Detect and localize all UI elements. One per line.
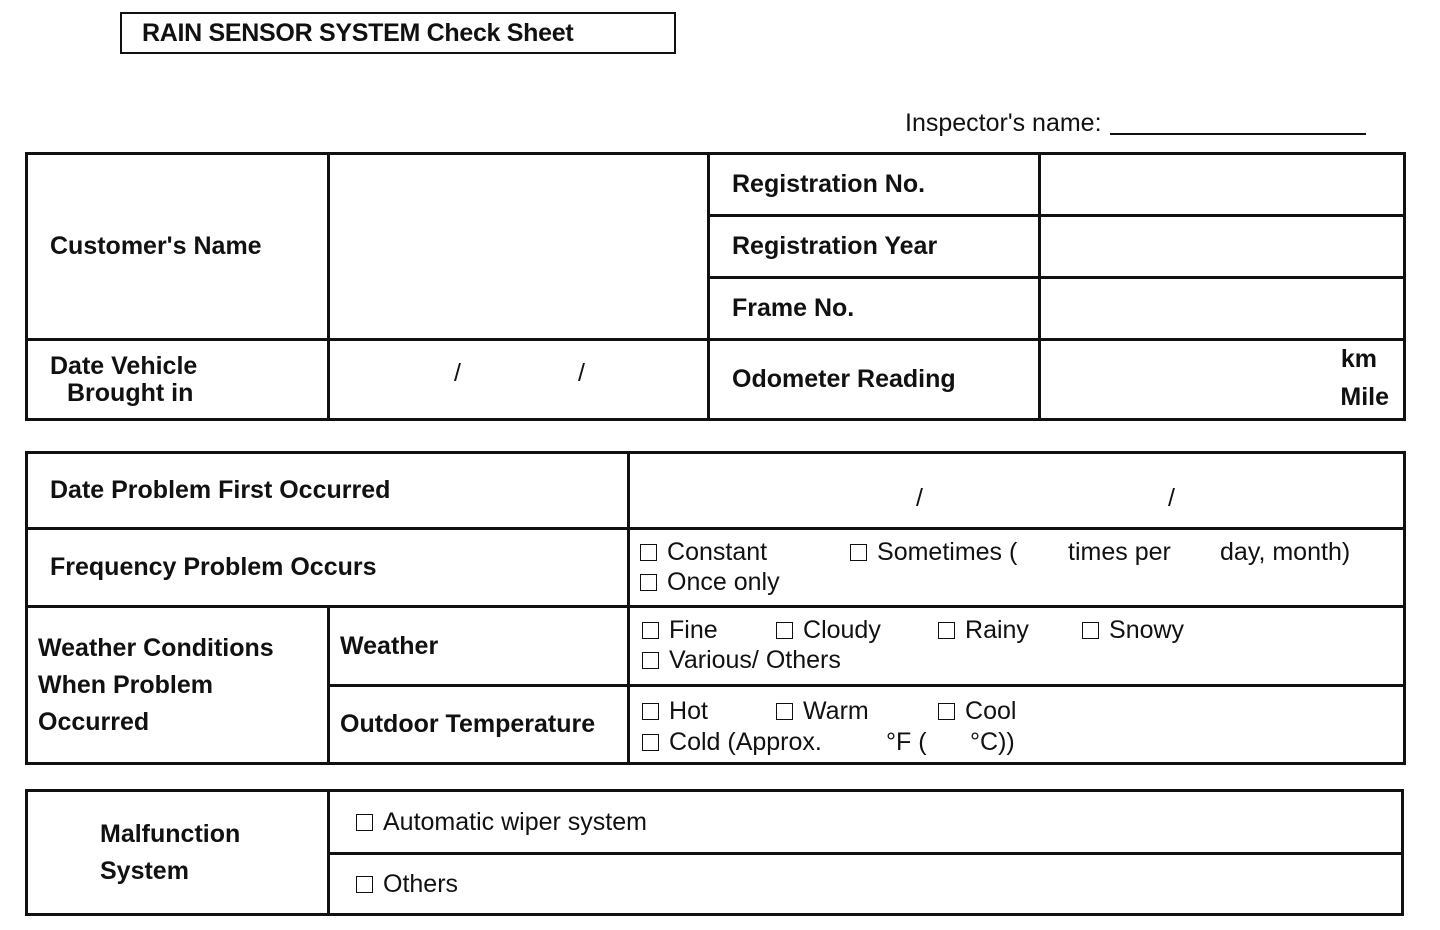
unit-km: km xyxy=(1340,345,1377,373)
rainy-checkbox[interactable] xyxy=(938,622,955,639)
date-vehicle-label-cell xyxy=(27,340,329,420)
option-automatic-wiper[interactable] xyxy=(329,791,1403,854)
option-hot[interactable] xyxy=(642,697,708,726)
registration-no-label-cell xyxy=(709,154,1040,216)
date-vehicle-label-line1: Date Vehicle xyxy=(50,351,198,380)
frame-no-label-cell xyxy=(709,278,1040,340)
malfunction-label-line2: System xyxy=(100,856,189,885)
date-slash-1: / xyxy=(454,359,461,387)
outdoor-temp-label: Outdoor Temperature xyxy=(340,710,596,738)
date-first-slash-1: / xyxy=(916,484,923,512)
day-month-label: day, month) xyxy=(1220,538,1351,566)
weather-label-cell xyxy=(329,607,629,686)
others-label: Others xyxy=(383,869,459,898)
sometimes-checkbox[interactable] xyxy=(850,544,867,561)
odometer-label-cell xyxy=(709,340,1040,420)
warm-label: Warm xyxy=(803,697,869,725)
option-various[interactable] xyxy=(642,646,841,675)
option-sometimes[interactable] xyxy=(850,538,1017,567)
option-cloudy[interactable] xyxy=(776,616,881,645)
date-slash-2: / xyxy=(578,359,585,387)
option-others[interactable] xyxy=(329,854,1403,915)
option-cold[interactable] xyxy=(642,728,822,757)
weather-options-cell xyxy=(629,607,1405,686)
frame-no-field[interactable] xyxy=(1040,278,1405,340)
problem-info-table xyxy=(25,451,1406,765)
malfunction-table xyxy=(25,789,1404,916)
various-label: Various/ Others xyxy=(669,646,841,674)
date-first-label-cell xyxy=(27,453,629,529)
page-title xyxy=(120,12,676,54)
frequency-label-cell xyxy=(27,529,629,607)
odometer-field[interactable] xyxy=(1040,340,1405,420)
others-checkbox[interactable] xyxy=(356,876,373,893)
frequency-label: Frequency Problem Occurs xyxy=(50,553,377,581)
date-first-label: Date Problem First Occurred xyxy=(50,476,391,504)
cool-label: Cool xyxy=(965,697,1017,725)
inspector-label: Inspector's name: xyxy=(905,109,1102,137)
weather-conditions-line2: When Problem xyxy=(38,670,214,699)
malfunction-label-line1: Malfunction xyxy=(100,819,241,848)
hot-checkbox[interactable] xyxy=(642,703,659,720)
weather-conditions-line1: Weather Conditions xyxy=(38,633,274,662)
registration-year-field[interactable] xyxy=(1040,216,1405,278)
registration-year-label-cell xyxy=(709,216,1040,278)
temp-options-cell xyxy=(629,686,1405,764)
cloudy-checkbox[interactable] xyxy=(776,622,793,639)
rainy-label: Rainy xyxy=(965,616,1029,644)
option-snowy[interactable] xyxy=(1082,616,1184,645)
cold-label: Cold (Approx. xyxy=(669,728,822,756)
deg-f-label: °F ( xyxy=(886,728,927,756)
registration-no-field[interactable] xyxy=(1040,154,1405,216)
customer-name-label: Customer's Name xyxy=(50,232,262,260)
once-only-checkbox[interactable] xyxy=(640,574,657,591)
unit-mile: Mile xyxy=(1340,383,1389,411)
inspector-name-line[interactable] xyxy=(1110,133,1366,135)
frame-no-label: Frame No. xyxy=(732,294,855,322)
fine-checkbox[interactable] xyxy=(642,622,659,639)
malfunction-label-cell xyxy=(27,791,329,915)
snowy-label: Snowy xyxy=(1109,616,1185,644)
times-per-label: times per xyxy=(1068,538,1171,566)
registration-year-label: Registration Year xyxy=(732,232,938,260)
snowy-checkbox[interactable] xyxy=(1082,622,1099,639)
inspector-field xyxy=(905,104,1366,138)
various-checkbox[interactable] xyxy=(642,652,659,669)
warm-checkbox[interactable] xyxy=(776,703,793,720)
once-only-label: Once only xyxy=(667,568,780,596)
weather-conditions-line3: Occurred xyxy=(38,707,150,736)
date-first-field[interactable] xyxy=(629,453,1405,529)
customer-name-label-cell xyxy=(27,154,329,340)
cold-checkbox[interactable] xyxy=(642,734,659,751)
date-vehicle-label-line2: Brought in xyxy=(67,378,194,407)
title-text: RAIN SENSOR SYSTEM Check Sheet xyxy=(142,18,574,47)
option-rainy[interactable] xyxy=(938,616,1029,645)
outdoor-temp-label-cell xyxy=(329,686,629,764)
odometer-label: Odometer Reading xyxy=(732,365,956,393)
sometimes-label: Sometimes ( xyxy=(877,538,1018,566)
date-first-slash-2: / xyxy=(1168,484,1175,512)
deg-c-label: °C)) xyxy=(970,728,1015,756)
hot-label: Hot xyxy=(669,697,708,725)
customer-name-field[interactable] xyxy=(329,154,709,340)
option-fine[interactable] xyxy=(642,616,718,645)
option-once-only[interactable] xyxy=(640,568,780,597)
constant-checkbox[interactable] xyxy=(640,544,657,561)
option-constant[interactable] xyxy=(640,538,767,567)
option-warm[interactable] xyxy=(776,697,869,726)
option-cool[interactable] xyxy=(938,697,1016,726)
automatic-wiper-label: Automatic wiper system xyxy=(383,807,647,836)
customer-info-table xyxy=(25,152,1406,421)
automatic-wiper-checkbox[interactable] xyxy=(356,814,373,831)
weather-conditions-label-cell xyxy=(27,607,329,764)
frequency-options-cell xyxy=(629,529,1405,607)
date-vehicle-field[interactable] xyxy=(329,340,709,420)
weather-label: Weather xyxy=(340,631,439,660)
registration-no-label: Registration No. xyxy=(732,170,926,198)
fine-label: Fine xyxy=(669,616,718,644)
cool-checkbox[interactable] xyxy=(938,703,955,720)
cloudy-label: Cloudy xyxy=(803,616,881,644)
constant-label: Constant xyxy=(667,538,768,566)
